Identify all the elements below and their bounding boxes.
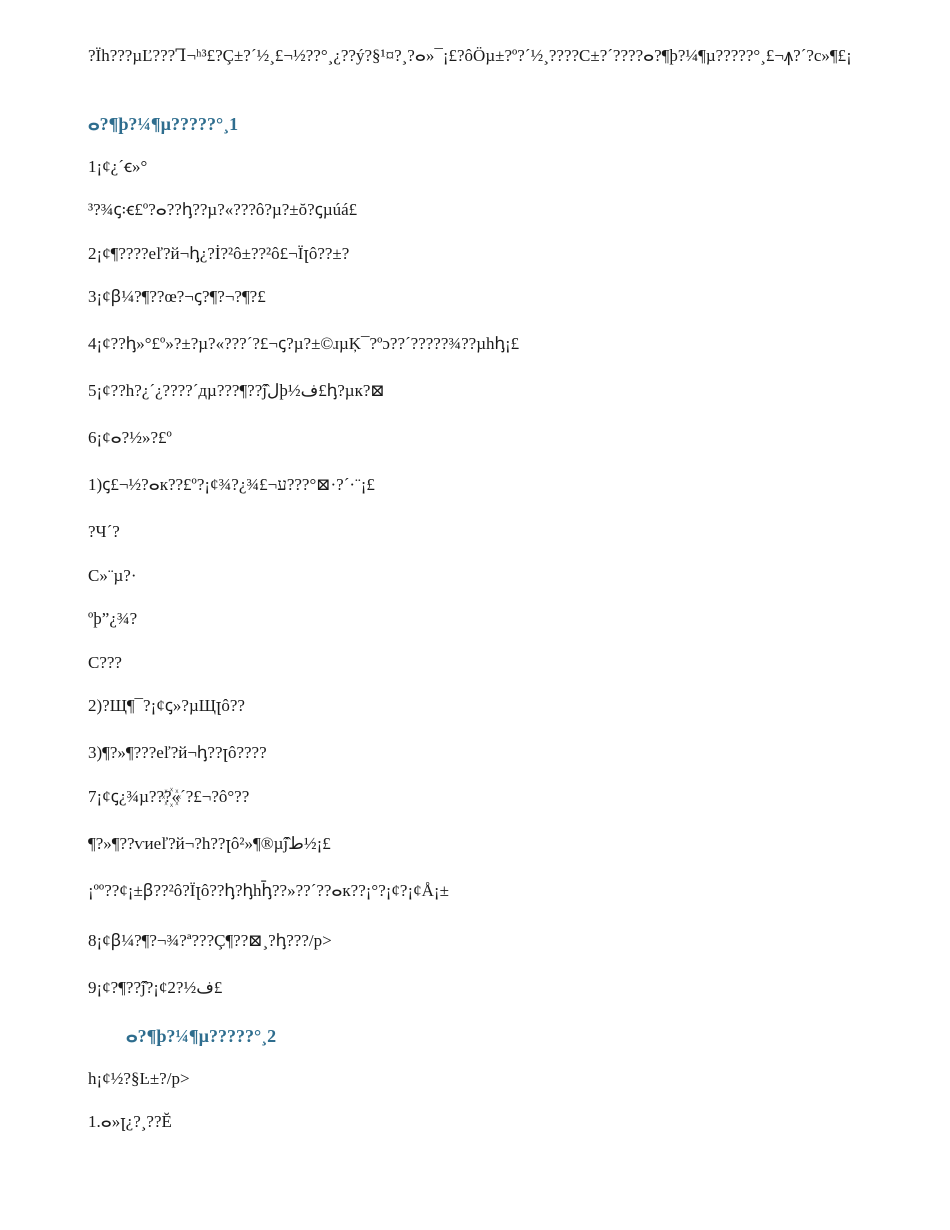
- paragraph: 9¡¢?¶??ĵ̂?¡¢2?½ف£: [88, 978, 223, 997]
- intro-paragraph: ?Ïh???µĽ???Ꞁ¬ʰ³£?Ç±?´½¸£¬½??°¸¿??ý?§¹¤?¸?ⴰ»¯¡£?ôÖµ±?º?´½¸????C±?´????ⴰ?¶þ?¼¶µ?????°¸£¬ꙟ?´?c»¶£¡: [88, 46, 852, 65]
- section-heading-2: ⴰ?¶þ?¼¶µ?????°¸2: [126, 1026, 277, 1046]
- paragraph: 7¡¢ꞔ¿¾µ???꙰«´?£¬?ô°??: [88, 787, 250, 806]
- paragraph: 6¡¢ⴰ?½»?£º: [88, 428, 172, 447]
- paragraph: 1.ⴰ»ꞁ¿?¸??Ĕ: [88, 1112, 172, 1131]
- paragraph: C»¨µ?·: [88, 566, 137, 585]
- paragraph: ¡ºº??¢¡±ꞵ??²ô?Ïꞁô??ꞕ?ꞕhꞕ̄??»??´??ⴰк??¡°?¡¢?¡¢Å¡±: [88, 881, 449, 900]
- paragraph: 1¡¢¿´ꞓ»°: [88, 157, 148, 176]
- paragraph: 8¡¢ꞵ¼?¶?¬¾?ª???Ç¶??⊠¸?ꞕ???/p>: [88, 931, 332, 950]
- paragraph: ³?¾ꞔ꞉ꞓ£º?ⴰ??ꞕ??µ?«???ô?µ?±ŏ?ꞔµúá£: [88, 200, 358, 219]
- paragraph: 4¡¢??ꞕ»°£º»?±?µ?«???´?£¬ꞔ?µ?±©ɹµĶ¯?ºɔ??´?????¾??µhꞕ¡£: [88, 334, 520, 353]
- paragraph: ºþ”¿¾?: [88, 609, 138, 628]
- paragraph: 3)¶?»¶???eľ?й¬ꞕ??ꞁô????: [88, 743, 267, 762]
- paragraph: 1)ꞔ£¬½?ⴰк??£º?¡¢¾?¿¾£¬ע???°⊠·?´·¨¡£: [88, 475, 375, 494]
- section-heading-1: ⴰ?¶þ?¼¶µ?????°¸1: [88, 114, 239, 134]
- paragraph: C???: [88, 653, 122, 672]
- paragraph: 2)?Щ¶¯?¡¢ꞔ»?µЩꞁô??: [88, 696, 245, 715]
- paragraph: 3¡¢ꞵ¼?¶??œ?¬ꞔ?¶?¬?¶?£: [88, 287, 266, 306]
- paragraph: 2¡¢¶????eľ?й¬ꞕ¿?İ?²ô±??²ô£¬Ïꞁô??±?: [88, 244, 350, 263]
- paragraph: ¶?»¶??ѵиeľ?й¬?h??ꞁô²»¶®µĵ̂ط½¡£: [88, 834, 331, 853]
- paragraph: 5¡¢??h?¿´¿????´дµ???¶??ĵ̂لþ½ف£ꞕ?µк?⊠: [88, 381, 385, 400]
- paragraph: ?Ч´?: [88, 522, 120, 541]
- paragraph: h¡¢½?§Ŀ±?/p>: [88, 1069, 190, 1088]
